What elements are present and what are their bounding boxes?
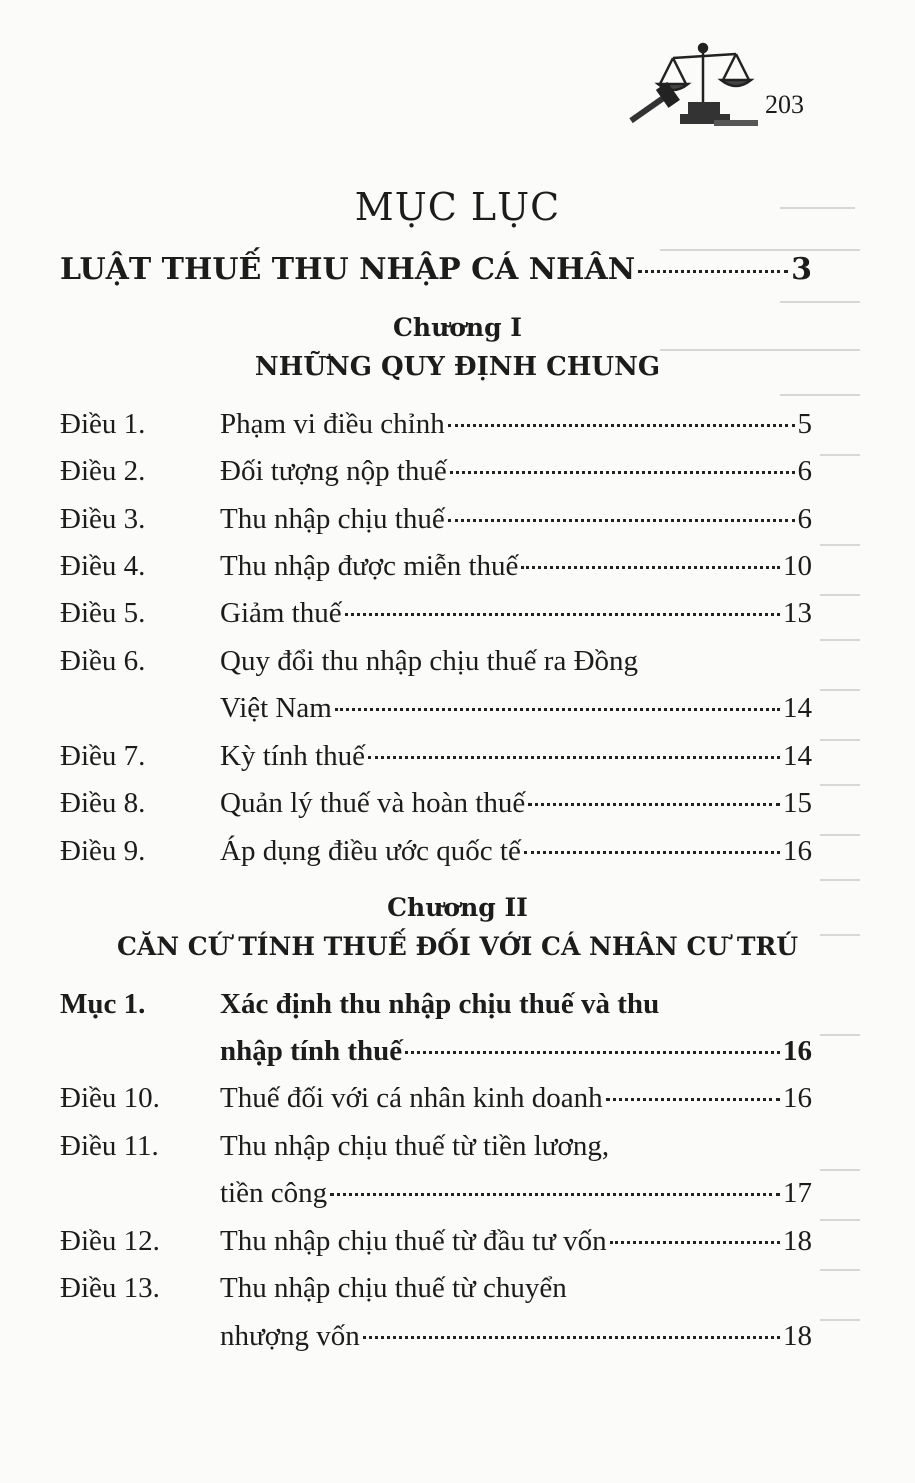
article-number: Điều 3. bbox=[60, 503, 146, 535]
leader-dots bbox=[345, 613, 780, 616]
page-ref: 6 bbox=[797, 503, 812, 535]
article-title: Phạm vi điều chỉnh bbox=[220, 408, 445, 440]
leader-dots bbox=[528, 803, 780, 806]
article-title: Thu nhập được miễn thuế bbox=[220, 550, 519, 582]
article-number: Điều 8. bbox=[60, 787, 146, 819]
leader-dots bbox=[638, 270, 788, 273]
leader-dots bbox=[450, 471, 795, 474]
page-ref: 6 bbox=[797, 455, 812, 487]
article-title-cont: Việt Nam bbox=[220, 692, 332, 724]
leader-dots bbox=[448, 424, 795, 427]
article-title: Kỳ tính thuế bbox=[220, 740, 365, 772]
page-number: 203 bbox=[765, 90, 804, 119]
leader-dots bbox=[330, 1193, 780, 1196]
page-ref: 16 bbox=[783, 835, 812, 867]
leader-dots bbox=[335, 708, 780, 711]
article-number: Điều 4. bbox=[60, 550, 146, 582]
article-number: Điều 2. bbox=[60, 455, 146, 487]
page-ref: 18 bbox=[783, 1225, 812, 1257]
article-number: Điều 6. bbox=[60, 645, 146, 677]
article-title: Thu nhập chịu thuế từ đầu tư vốn bbox=[220, 1225, 607, 1257]
article-number: Điều 10. bbox=[60, 1082, 160, 1114]
page-ref: 14 bbox=[783, 692, 812, 724]
article-title-cont: tiền công bbox=[220, 1177, 328, 1209]
article-title: Quy đổi thu nhập chịu thuế ra Đồng bbox=[220, 645, 639, 677]
page-ref: 10 bbox=[783, 550, 812, 582]
article-number: Điều 12. bbox=[60, 1225, 160, 1257]
leader-dots bbox=[524, 851, 780, 854]
article-title: Thu nhập chịu thuế bbox=[220, 503, 445, 535]
page-ref: 17 bbox=[783, 1177, 812, 1209]
chapter-heading: Chương I bbox=[393, 313, 522, 342]
section-number: Mục 1. bbox=[60, 988, 146, 1020]
leader-dots bbox=[363, 1336, 780, 1339]
article-title: Thu nhập chịu thuế từ chuyển bbox=[220, 1272, 567, 1304]
article-number: Điều 1. bbox=[60, 408, 146, 440]
leader-dots bbox=[610, 1241, 780, 1244]
page-ref: 15 bbox=[783, 787, 812, 819]
section-title: Xác định thu nhập chịu thuế và thu bbox=[220, 988, 660, 1020]
leader-dots bbox=[368, 756, 780, 759]
page-ref: 16 bbox=[783, 1082, 812, 1114]
leader-dots bbox=[521, 566, 780, 569]
page-ref: 5 bbox=[797, 408, 812, 440]
leader-dots bbox=[606, 1098, 780, 1101]
leader-dots bbox=[405, 1051, 780, 1054]
article-number: Điều 13. bbox=[60, 1272, 160, 1304]
page-title: MỤC LỤC bbox=[354, 185, 561, 229]
page-ref: 14 bbox=[783, 740, 812, 772]
scales-of-justice-icon bbox=[618, 40, 758, 132]
article-number: Điều 7. bbox=[60, 740, 146, 772]
section-title-cont: nhập tính thuế bbox=[220, 1035, 403, 1067]
page-ref: 16 bbox=[783, 1035, 812, 1067]
article-title: Quản lý thuế và hoàn thuế bbox=[220, 787, 526, 819]
toc-law-entry[interactable] bbox=[60, 252, 812, 287]
article-number: Điều 11. bbox=[60, 1130, 159, 1162]
page-ref: 18 bbox=[783, 1320, 812, 1352]
article-title: Giảm thuế bbox=[220, 597, 342, 629]
page-ref: 13 bbox=[783, 597, 812, 629]
article-title-cont: nhượng vốn bbox=[220, 1320, 360, 1352]
article-title: Thu nhập chịu thuế từ tiền lương, bbox=[220, 1130, 610, 1162]
chapter-title: NHỮNG QUY ĐỊNH CHUNG bbox=[254, 352, 661, 382]
article-number: Điều 9. bbox=[60, 835, 146, 867]
article-title: Áp dụng điều ước quốc tế bbox=[220, 835, 521, 867]
article-title: Đối tượng nộp thuế bbox=[220, 455, 447, 487]
chapter-heading: Chương II bbox=[387, 893, 528, 922]
article-number: Điều 5. bbox=[60, 597, 146, 629]
leader-dots bbox=[448, 519, 795, 522]
page-ref: 3 bbox=[791, 252, 812, 287]
article-title: Thuế đối với cá nhân kinh doanh bbox=[220, 1082, 603, 1114]
chapter-title: CĂN CỨ TÍNH THUẾ ĐỐI VỚI CÁ NHÂN CƯ TRÚ bbox=[116, 932, 799, 961]
law-title: LUẬT THUẾ THU NHẬP CÁ NHÂN bbox=[60, 252, 636, 287]
